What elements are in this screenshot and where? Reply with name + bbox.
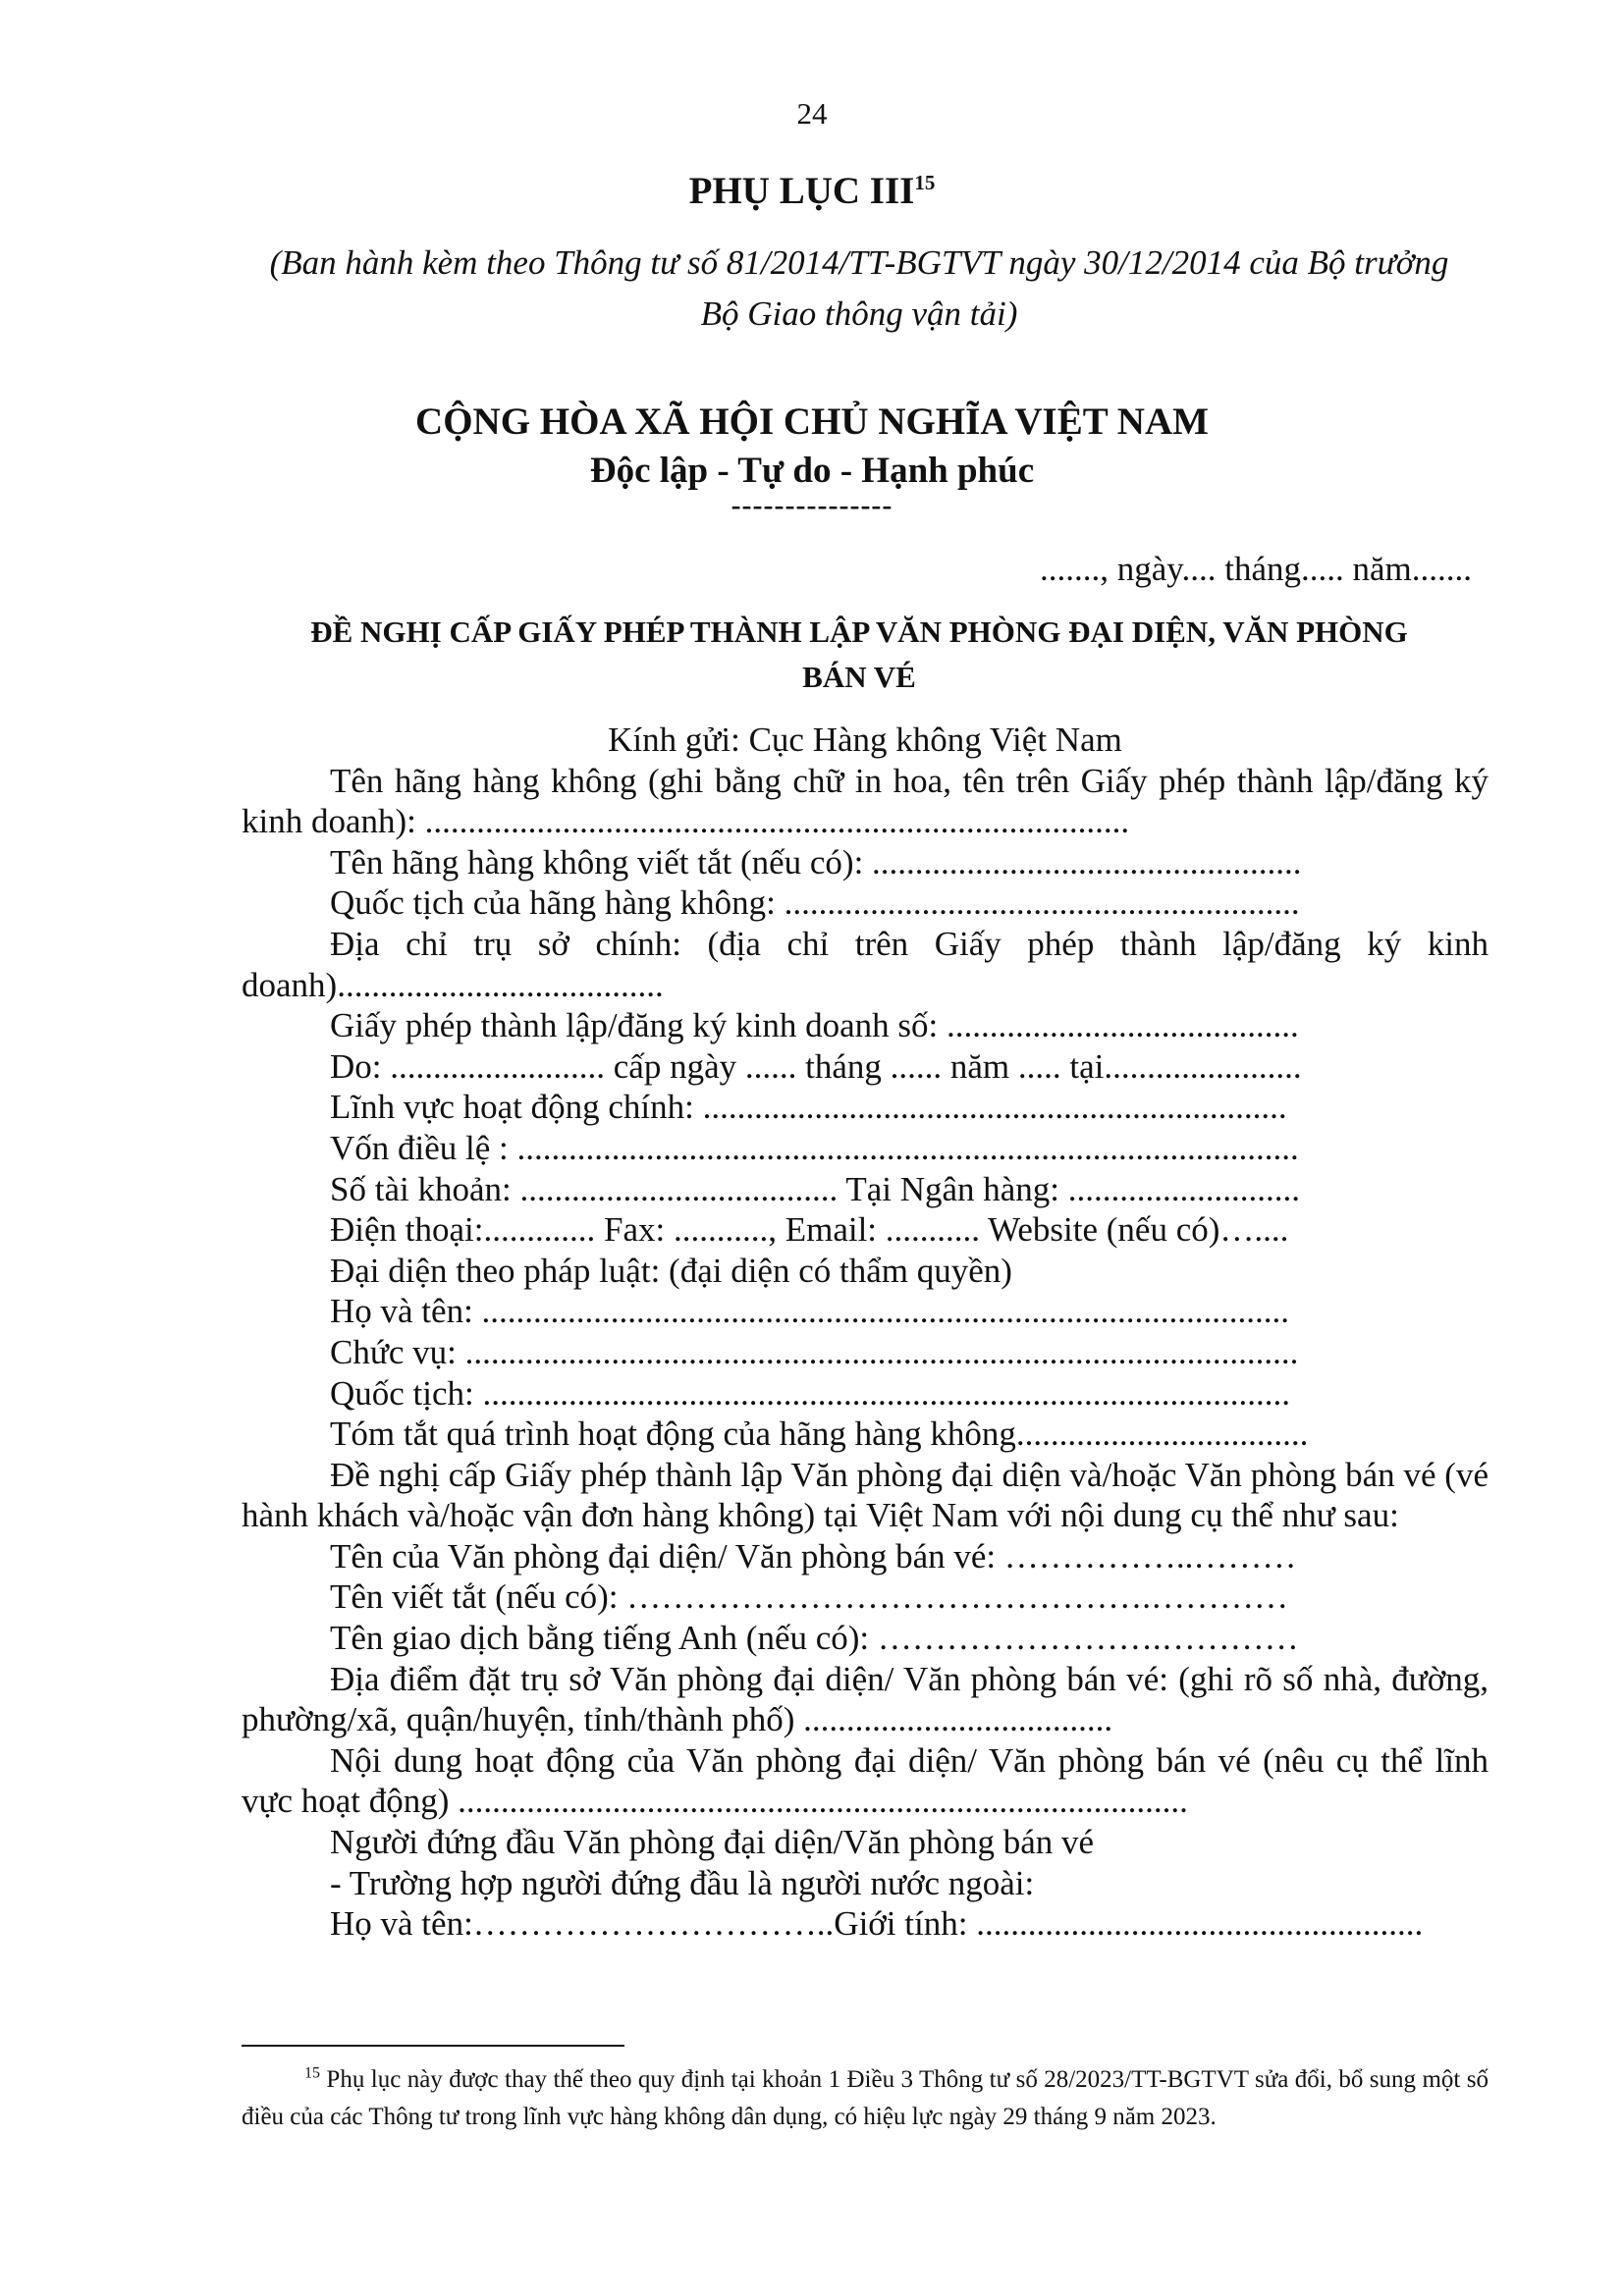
field-main-business: Lĩnh vực hoạt động chính: ....................................................................: [330, 1088, 1287, 1127]
field-charter-capital: Vốn điều lệ : ...........................................................................................: [330, 1128, 1299, 1167]
field-office-name: Tên của Văn phòng đại diện/ Văn phòng bán vé: ……………..………: [330, 1536, 1297, 1575]
field-representative-name: Họ và tên: ..............................................................................................: [330, 1292, 1290, 1331]
field-head-office-address: Địa chỉ trụ sở chính: (địa chỉ trên Giấy phép thành lập/đăng ký kinh doanh)......................................: [242, 924, 1489, 1004]
issued-note-line-2: Bộ Giao thông vận tải): [700, 294, 1018, 333]
field-legal-representative: Đại diện theo pháp luật: (đại diện có thẩm quyền): [330, 1251, 1012, 1290]
field-airline-nationality: Quốc tịch của hãng hàng không: ............................................................: [330, 883, 1300, 923]
issued-note-line-1: (Ban hành kèm theo Thông tư số 81/2014/TT-BGTVT ngày 30/12/2014 của Bộ trưởng: [269, 243, 1449, 282]
field-bank-account: Số tài khoản: ..................................... Tại Ngân hàng: ...........................: [330, 1169, 1301, 1208]
national-header: [0, 398, 1624, 496]
request-paragraph: Đề nghị cấp Giấy phép thành lập Văn phòng đại diện và/hoặc Văn phòng bán vé (vé hành khách và/hoặc vận đơn hàng không) tại Việt Nam với nội dung cụ thể như sau:: [242, 1455, 1489, 1535]
footnote-mark: 15: [304, 2064, 320, 2082]
field-representative-nationality: Quốc tịch: ..............................................................................................: [330, 1373, 1291, 1413]
field-license-number: Giấy phép thành lập/đăng ký kinh doanh số: .........................................: [330, 1006, 1299, 1045]
form-title: [226, 610, 1492, 700]
field-head-name-gender: Họ và tên:…………………………..Giới tính: ....................................................: [330, 1904, 1424, 1944]
field-license-issuer: Do: ......................... cấp ngày ...... tháng ...... năm ..... tại.......................: [330, 1046, 1302, 1086]
national-motto: Độc lập - Tự do - Hạnh phúc: [589, 451, 1035, 491]
issued-note: [226, 238, 1492, 340]
field-representative-position: Chức vụ: .................................................................................................: [330, 1332, 1299, 1371]
appendix-title: [0, 169, 1624, 213]
field-airline-abbreviation: Tên hãng hàng không viết tắt (nếu có): ..................................................: [330, 842, 1302, 881]
form-title-line-2: BÁN VÉ: [802, 660, 916, 694]
nation-name: CỘNG HÒA XÃ HỘI CHỦ NGHĨA VIỆT NAM: [415, 400, 1209, 443]
field-contact: Điện thoại:............. Fax: ..........., Email: ........... Website (nếu có)…....: [330, 1210, 1289, 1250]
appendix-title-text: PHỤ LỤC III: [688, 170, 915, 212]
form-title-line-1: ĐỀ NGHỊ CẤP GIẤY PHÉP THÀNH LẬP VĂN PHÒNG ĐẠI DIỆN, VĂN PHÒNG: [310, 614, 1408, 649]
field-office-english-name: Tên giao dịch bằng tiếng Anh (nếu có): …………………….…………: [330, 1619, 1299, 1658]
addressee: Kính gửi: Cục Hàng không Việt Nam: [608, 721, 1122, 759]
dateline: ......., ngày.... tháng..... năm.......: [1039, 550, 1472, 588]
field-activity-summary: Tóm tắt quá trình hoạt động của hãng hàng không..................................: [330, 1415, 1309, 1454]
header-separator: ---------------: [731, 489, 893, 521]
field-airline-name: Tên hãng hàng không (ghi bằng chữ in hoa, tên trên Giấy phép thành lập/đăng ký kinh doanh): ..................................................................................: [242, 761, 1489, 841]
footnote-reference: 15: [914, 171, 936, 194]
footnote-text: Phụ lục này được thay thế theo quy định tại khoản 1 Điều 3 Thông tư số 28/2023/TT-BGTVT sửa đổi, bổ sung một số điều của các Thông tư trong lĩnh vực hàng không dân dụng, có hiệu lực ngày 29 tháng 9 năm 2023.: [242, 2066, 1489, 2130]
field-office-location: Địa điểm đặt trụ sở Văn phòng đại diện/ Văn phòng bán vé: (ghi rõ số nhà, đường, phường/xã, quận/huyện, tỉnh/thành phố) ....................................: [242, 1659, 1489, 1739]
form-body: [242, 720, 1489, 1945]
field-foreign-head-case: - Trường hợp người đứng đầu là người nước ngoài:: [330, 1863, 1035, 1902]
field-office-head: Người đứng đầu Văn phòng đại diện/Văn phòng bán vé: [330, 1823, 1095, 1862]
page-number: 24: [796, 96, 828, 131]
footnote-divider: [242, 2045, 624, 2047]
field-office-abbreviation: Tên viết tắt (nếu có): ……………………………………….…………: [330, 1577, 1288, 1617]
field-office-activities: Nội dung hoạt động của Văn phòng đại diện/ Văn phòng bán vé (nêu cụ thể lĩnh vực hoạt động) .....................................................................................: [242, 1740, 1489, 1821]
footnote: [242, 2061, 1489, 2136]
